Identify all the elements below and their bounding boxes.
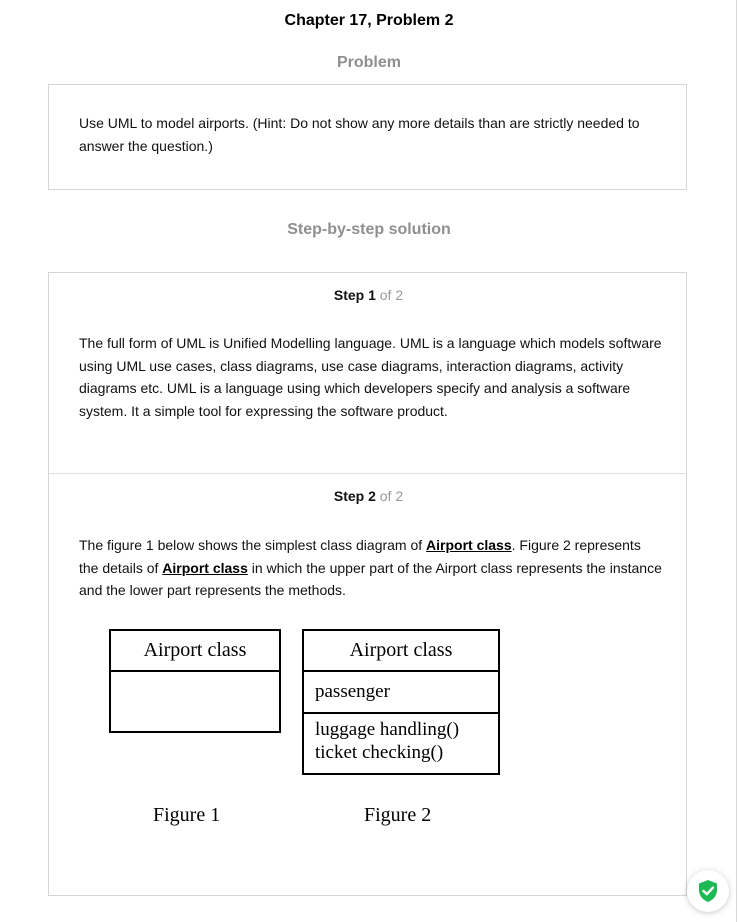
step-1-text: The full form of UML is Unified Modelling language. UML is a language which models software using UML use cases, class diagrams, use case diagrams, interaction diagrams, activity diagrams etc. UML is a language using which developers specify and analysis a software system. It a simple tool for expressing the software product. (79, 335, 662, 419)
solution-box (48, 272, 687, 896)
step-2-number: Step 2 (333, 488, 376, 504)
step-2-text-part1: The figure 1 below shows the simplest class diagram of (79, 537, 427, 553)
step-2-of: of 2 (379, 488, 404, 504)
figure-1-separator (111, 670, 279, 672)
page-title: Chapter 17, Problem 2 (284, 12, 454, 29)
problem-text: Use UML to model airports. (Hint: Do not show any more details than are strictly needed to answer the question.) (79, 115, 640, 154)
step-2-label (49, 488, 688, 504)
problem-heading: Problem (336, 54, 401, 71)
figure-2-class-diagram (302, 629, 500, 775)
step-divider (49, 473, 686, 474)
step-1-of: of 2 (379, 287, 404, 303)
step-1-label (49, 287, 688, 303)
shield-check-icon (697, 879, 719, 903)
figure-2-separator-2 (304, 712, 498, 714)
figure-1-caption: Figure 1 (153, 804, 221, 826)
step-2-text (79, 534, 664, 602)
figure-2-caption: Figure 2 (364, 804, 432, 826)
step-1-number: Step 1 (333, 287, 376, 303)
figure-2-class-name: Airport class (349, 639, 453, 661)
solution-heading: Step-by-step solution (287, 221, 451, 238)
airport-class-link-2[interactable]: Airport class (162, 559, 248, 576)
figure-2-attribute: passenger (315, 681, 390, 702)
figure-1-class-diagram (109, 629, 281, 733)
security-badge-button[interactable] (687, 870, 729, 912)
figure-1-class-name: Airport class (143, 639, 247, 661)
page-right-border (736, 0, 737, 922)
step-2-text-part2: . Figure 2 represents the details of (79, 537, 641, 576)
figure-2-method-2: ticket checking() (315, 742, 444, 763)
airport-class-link-1[interactable]: Airport class (426, 537, 512, 553)
step-2-text-part3: in which the upper part of the Airport class represents the instance and the lower part represents the methods. (79, 559, 662, 598)
figure-2-method-1: luggage handling() (315, 719, 460, 740)
problem-box (48, 84, 687, 190)
